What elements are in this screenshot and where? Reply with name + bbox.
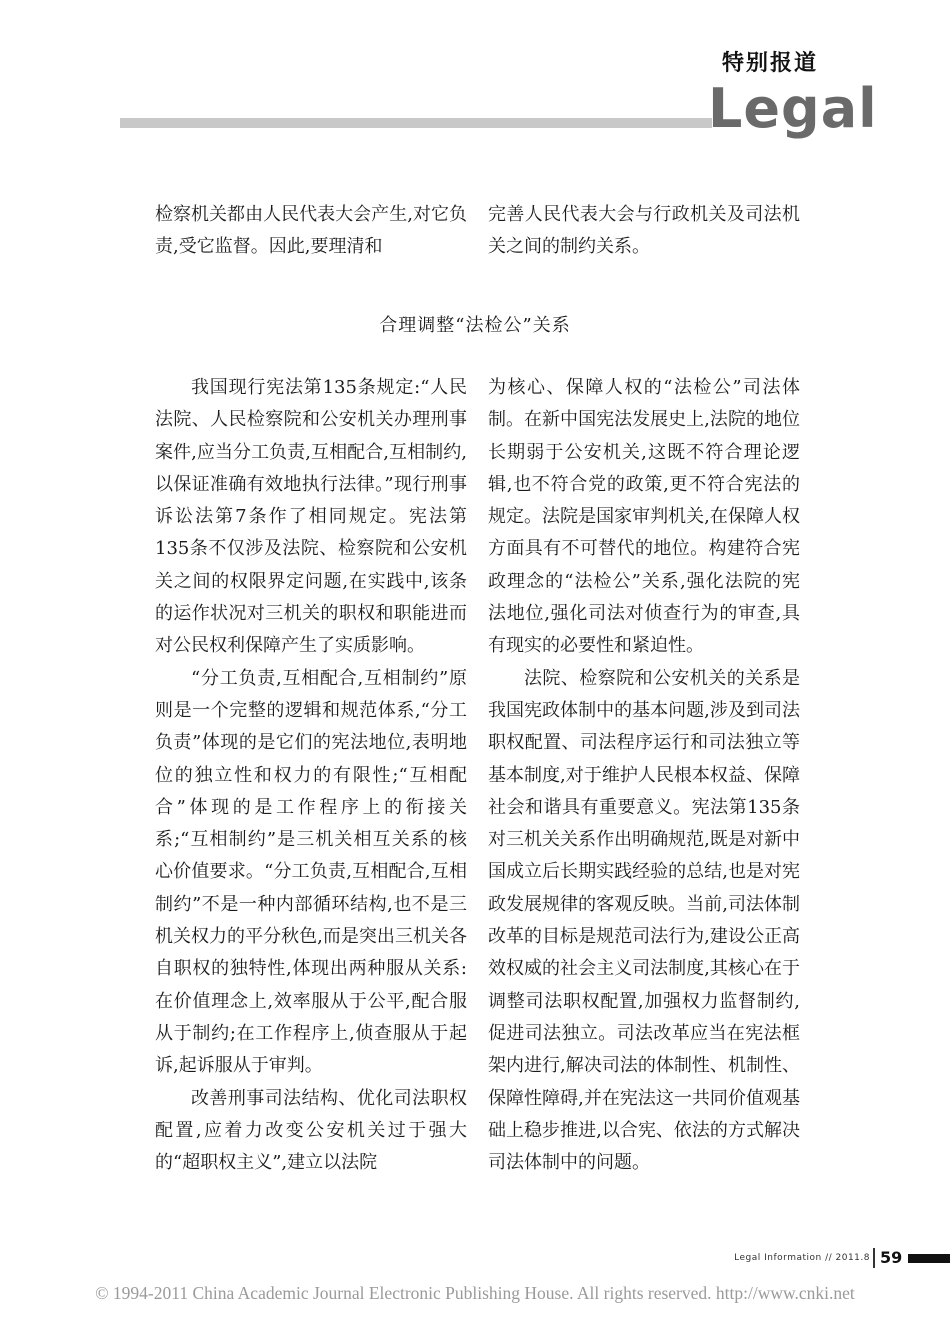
paragraph: “分工负责,互相配合,互相制约”原则是一个完整的逻辑和规范体系,“分工负责”体现的是它们的宪法地位,表明地位的独立性和权力的有限性;“互相配合”体现的是工作程序上的衔接关系;“互相制约”是三机关相互关系的核心价值要求。“分工负责,互相配合,互相制约”不是一种内部循环结构,也不是三机关权力的平分秋色,而是突出三机关各自职权的独特性,体现出两种服从关系:在价值理念上,效率服从于公平,配合服从于制约;在工作程序上,侦查服从于起诉,起诉服从于审判。 — [155, 667, 467, 1077]
paragraph: 法院、检察院和公安机关的关系是我国宪政体制中的基本问题,涉及到司法职权配置、司法程序运行和司法独立等基本制度,对于维护人民根本权益、保障社会和谐具有重要意义。宪法第135条对三机关关系作出明确规范,既是对新中国成立后长期实践经验的总结,也是对宪政发展规律的客观反映。当前,司法体制改革的目标是规范司法行为,建设公正高效权威的社会主义司法制度,其核心在于调整司法职权配置,加强权力监督制约,促进司法独立。司法改革应当在宪法框架内进行,解决司法的体制性、机制性、保障性障碍,并在宪法这一共同价值观基础上稳步推进,以合宪、依法的方式解决司法体制中的问题。 — [488, 667, 800, 1174]
footer-divider — [873, 1248, 875, 1268]
paragraph: 我国现行宪法第135条规定:“人民法院、人民检察院和公安机关办理刑事案件,应当分工负责,互相配合,互相制约,以保证准确有效地执行法律。”现行刑事诉讼法第7条作了相同规定。宪法第135条不仅涉及法院、检察院和公安机关之间的权限界定问题,在实践中,该条的运作状况对三机关的职权和职能进而对公民权利保障产生了实质影响。 — [155, 377, 467, 657]
section-label: 特别报道 — [721, 51, 818, 76]
top-right-column — [488, 199, 800, 264]
footer-bar — [908, 1254, 950, 1263]
paragraph: 为核心、保障人权的“法检公”司法体制。在新中国宪法发展史上,法院的地位长期弱于公安机关,这既不符合理论逻辑,也不符合党的政策,更不符合宪法的规定。法院是国家审判机关,在保障人权方面具有不可替代的地位。构建符合宪政理念的“法检公”关系,强化法院的宪法地位,强化司法对侦查行为的审查,具有现实的必要性和紧迫性。 — [488, 377, 800, 657]
brand-logo: Legal — [708, 77, 878, 140]
copyright-notice: © 1994-2011 China Academic Journal Electronic Publishing House. All rights reserved. http://www.cnki.net — [95, 1283, 855, 1303]
paragraph: 完善人民代表大会与行政机关及司法机关之间的制约关系。 — [488, 204, 800, 258]
paragraph: 改善刑事司法结构、优化司法职权配置,应着力改变公安机关过于强大的“超职权主义”,建立以法院 — [155, 1087, 467, 1174]
section-title: 合理调整“法检公”关系 — [379, 315, 571, 336]
header-rule — [120, 118, 712, 128]
journal-footer: Legal Information // 2011.8 — [734, 1253, 870, 1263]
main-left-column — [155, 372, 467, 1179]
paragraph: 检察机关都由人民代表大会产生,对它负责,受它监督。因此,要理清和 — [155, 204, 467, 258]
page-number: 59 — [880, 1248, 903, 1267]
top-left-column — [155, 199, 467, 264]
main-right-column — [488, 372, 800, 1179]
